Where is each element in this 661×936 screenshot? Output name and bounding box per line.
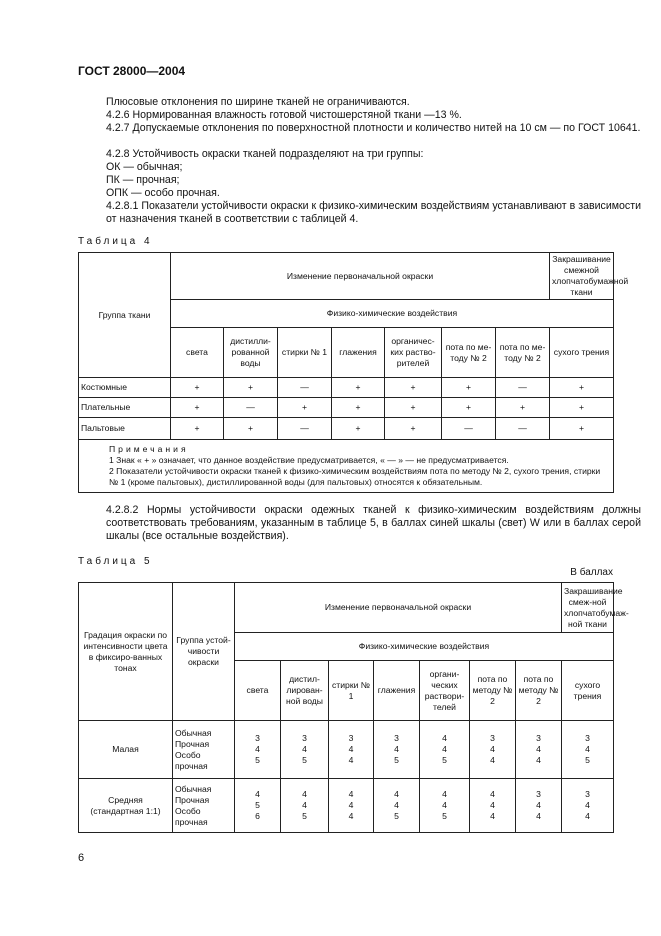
table-5: [78, 582, 629, 833]
v: 4: [442, 789, 447, 799]
value-cell: [374, 779, 420, 833]
v: 4: [536, 744, 541, 754]
header-change: Изменение первоначальной окраски: [171, 253, 550, 300]
v: 5: [442, 811, 447, 821]
paragraph: 4.2.8.1 Показатели устойчивости окраски к физико-химическим воздействиям устанавливают в зависимости от назначения тканей в соответствии с таблицей 4.: [106, 200, 641, 225]
v: 4: [348, 789, 354, 799]
v: 3: [585, 733, 590, 743]
col-header: сухого трения: [562, 661, 614, 721]
col-header: глажения: [332, 328, 385, 378]
grad-label: Малая: [79, 721, 173, 779]
group-pk: Прочная: [175, 738, 210, 749]
cell: +: [171, 378, 224, 398]
value-cell: [420, 721, 470, 779]
cell: +: [385, 378, 442, 398]
v: 4: [394, 800, 399, 810]
col-header: пота по методу № 2: [470, 661, 516, 721]
group-ok: Обычная: [175, 783, 212, 794]
cell: —: [496, 378, 550, 398]
value-cell: [281, 779, 329, 833]
v: 5: [394, 755, 399, 765]
cell: +: [385, 398, 442, 418]
document-header: ГОСТ 28000—2004: [78, 64, 186, 78]
value-cell: [516, 721, 562, 779]
cell: +: [385, 418, 442, 440]
cell: +: [442, 398, 496, 418]
cell: +: [332, 418, 385, 440]
col-group: Группа ткани: [79, 253, 171, 378]
v: 4: [442, 744, 447, 754]
value-cell: [562, 721, 614, 779]
v: 4: [490, 800, 495, 810]
v: 4: [585, 744, 590, 754]
value-cell: [470, 779, 516, 833]
cell: +: [550, 378, 614, 398]
v: 4: [348, 800, 354, 810]
cell: —: [278, 418, 332, 440]
paragraph: ПК — прочная;: [106, 174, 180, 186]
cell: +: [550, 398, 614, 418]
table4-notes: [79, 440, 614, 493]
header-stain: Закрашивание смежной хлопчатобумажной ткани: [550, 253, 614, 300]
group-ok: Обычная: [175, 727, 212, 738]
v: 4: [490, 789, 495, 799]
v: 4: [490, 811, 495, 821]
header-change: Изменение первоначальной окраски: [235, 583, 562, 633]
v: 4: [536, 755, 541, 765]
v: 5: [255, 755, 260, 765]
row-label: Плательные: [79, 398, 171, 418]
cell: +: [332, 398, 385, 418]
v: 3: [536, 789, 541, 799]
group-opk: Особо прочная: [175, 805, 208, 827]
value-cell: [281, 721, 329, 779]
paragraph: 4.2.8.2 Нормы устойчивости окраски одежных тканей к физико-химическим воздействиям должны соответствовать требованиям, указанным в таблице 5, в баллах синей шкалы (свет) W или в баллах серой шкалы (все остальные воздействия).: [106, 504, 641, 542]
paragraph: ОПК — особо прочная.: [106, 187, 220, 199]
v: 4: [348, 755, 354, 765]
cell: +: [171, 418, 224, 440]
table5-unit: В баллах: [570, 567, 613, 578]
value-cell: [329, 779, 374, 833]
value-cell: [470, 721, 516, 779]
v: 5: [302, 755, 307, 765]
v: 3: [394, 733, 399, 743]
col-header: света: [235, 661, 281, 721]
value-cell: [329, 721, 374, 779]
value-cell: [235, 721, 281, 779]
notes-title: Примечания: [109, 444, 189, 454]
header-phys: Физико-химические воздействия: [235, 633, 614, 661]
col-header: пота по ме-тоду № 2: [442, 328, 496, 378]
v: 4: [302, 744, 307, 754]
col-header: сухого трения: [550, 328, 614, 378]
page-number: 6: [78, 852, 85, 864]
v: 3: [585, 789, 590, 799]
cell: +: [332, 378, 385, 398]
value-cell: [374, 721, 420, 779]
col-header: дистилли-рованной воды: [224, 328, 278, 378]
v: 4: [255, 789, 260, 799]
paragraph: 4.2.8 Устойчивость окраски тканей подразделяют на три группы:: [106, 148, 424, 160]
cell: —: [442, 418, 496, 440]
v: 6: [255, 811, 260, 821]
v: 5: [442, 755, 447, 765]
cell: +: [442, 378, 496, 398]
v: 4: [302, 800, 307, 810]
col-grad: Градация окраски по интенсивности цвета в фиксиро-ванных тонах: [79, 583, 173, 721]
table5-caption: Таблица 5: [78, 556, 153, 567]
paragraph: 4.2.6 Нормированная влажность готовой чистошерстяной ткани —13 %.: [106, 109, 462, 121]
v: 4: [490, 744, 495, 754]
value-cell: [420, 779, 470, 833]
v: 5: [394, 811, 399, 821]
v: 3: [536, 733, 541, 743]
col-header: органичес-ких раство-рителей: [385, 328, 442, 378]
value-cell: [562, 779, 614, 833]
group-opk: Особо прочная: [175, 749, 208, 771]
cell: +: [171, 398, 224, 418]
grad-label: Средняя (стандартная 1:1): [79, 779, 173, 833]
row-label: Пальтовые: [79, 418, 171, 440]
v: 4: [348, 744, 354, 754]
group-cell: [173, 721, 235, 779]
v: 4: [490, 755, 495, 765]
value-cell: [235, 779, 281, 833]
v: 5: [255, 800, 260, 810]
note-2: 2 Показатели устойчивости окраски тканей к физико-химическим воздействиям пота по методу № 2, сухого трения, стирки № 1 (кроме пальтовых), дистиллированной воды (для пальтовых) относятся к обязательным.: [109, 466, 601, 487]
group-pk: Прочная: [175, 794, 210, 805]
paragraph: Плюсовые отклонения по ширине тканей не ограничиваются.: [106, 96, 410, 108]
cell: —: [496, 418, 550, 440]
value-cell: [516, 779, 562, 833]
v: 4: [394, 789, 399, 799]
col-header: света: [171, 328, 224, 378]
row-label: Костюмные: [79, 378, 171, 398]
cell: +: [550, 418, 614, 440]
v: 4: [255, 744, 260, 754]
v: 5: [302, 811, 307, 821]
col-group: Группа устой-чивости окраски: [173, 583, 235, 721]
col-header: пота по методу № 2: [516, 661, 562, 721]
paragraph: 4.2.7 Допускаемые отклонения по поверхностной плотности и количество нитей на 10 см — по ГОСТ 10641.: [106, 122, 641, 134]
v: 4: [348, 811, 354, 821]
v: 3: [255, 733, 260, 743]
cell: +: [224, 378, 278, 398]
v: 4: [442, 733, 447, 743]
v: 4: [536, 800, 541, 810]
note-1: 1 Знак « + » означает, что данное воздействие предусматривается, « — » — не предусматривается.: [109, 455, 509, 465]
v: 4: [585, 811, 590, 821]
group-cell: [173, 779, 235, 833]
v: 5: [585, 755, 590, 765]
table-4: [78, 252, 629, 493]
v: 4: [302, 789, 307, 799]
v: 4: [442, 800, 447, 810]
col-header: органи-ческих раствори-телей: [420, 661, 470, 721]
cell: +: [496, 398, 550, 418]
col-header: дистил-лирован-ной воды: [281, 661, 329, 721]
table4-caption: Таблица 4: [78, 236, 153, 247]
col-header: глажения: [374, 661, 420, 721]
col-header: стирки № 1: [329, 661, 374, 721]
cell: —: [224, 398, 278, 418]
header-phys: Физико-химические воздействия: [171, 300, 614, 328]
col-header: пота по ме-тоду № 2: [496, 328, 550, 378]
col-header: стирки № 1: [278, 328, 332, 378]
v: 3: [490, 733, 495, 743]
v: 4: [536, 811, 541, 821]
cell: —: [278, 378, 332, 398]
v: 3: [302, 733, 307, 743]
cell: +: [224, 418, 278, 440]
cell: +: [278, 398, 332, 418]
v: 3: [348, 733, 354, 743]
v: 4: [585, 800, 590, 810]
header-stain: Закрашивание смеж-ной хлопчатобумаж-ной ткани: [562, 583, 614, 633]
paragraph: ОК — обычная;: [106, 161, 183, 173]
v: 4: [394, 744, 399, 754]
